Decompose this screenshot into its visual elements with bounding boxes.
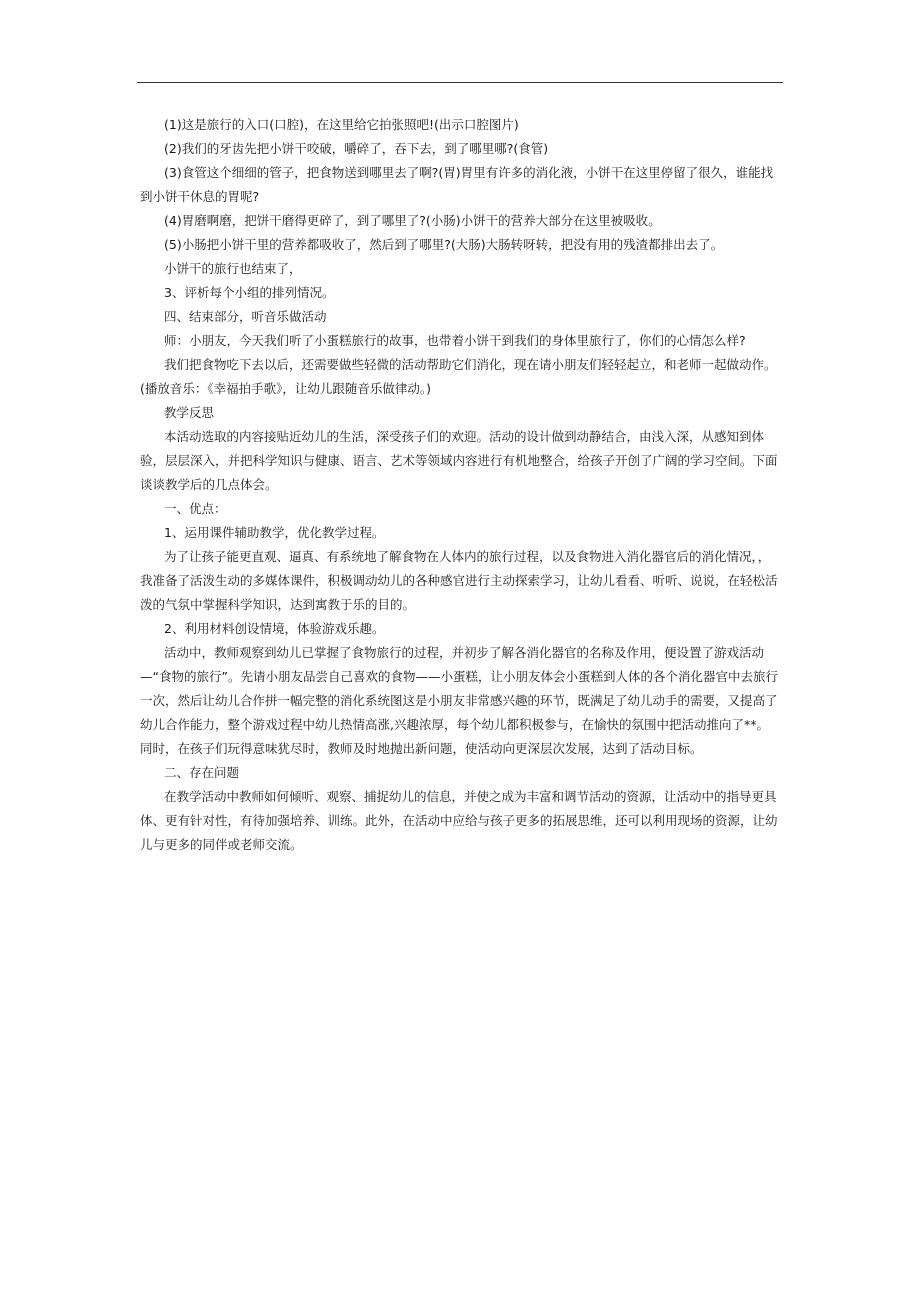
header-rule bbox=[137, 82, 783, 83]
section-heading: 二、存在问题 bbox=[164, 765, 240, 780]
paragraph: (4)胃磨啊磨，把饼干磨得更碎了，到了哪里了?(小肠)小饼干的营养大部分在这里被吸收。 bbox=[164, 213, 661, 228]
section-heading: 四、结束部分，听音乐做活动 bbox=[164, 309, 327, 324]
paragraph: 3、评析每个小组的排列情况。 bbox=[164, 285, 335, 300]
paragraph: 1、运用课件辅助教学，优化教学过程。 bbox=[164, 525, 385, 540]
paragraph: (5)小肠把小饼干里的营养都吸收了，然后到了哪里?(大肠)大肠转呀转，把没有用的残渣都排出去了。 bbox=[164, 237, 724, 252]
paragraph: 在教学活动中教师如何倾听、观察、捕捉幼儿的信息，并使之成为丰富和调节活动的资源，让活动中的指导更具体、更有针对性，有待加强培养、训练。此外，在活动中应给与孩子更多的拓展思维，还可以利用现场的资源，让幼儿与更多的同伴或老师交流。 bbox=[140, 789, 778, 852]
paragraph: 为了让孩子能更直观、逼真、有系统地了解食物在人体内的旅行过程，以及食物进入消化器官后的消化情况，，我准备了活泼生动的多媒体课件，积极调动幼儿的各种感官进行主动探索学习，让幼儿看看、听听、说说，在轻松活泼的气氛中掌握科学知识，达到寓教于乐的目的。 bbox=[140, 549, 778, 612]
paragraph: 我们把食物吃下去以后，还需要做些轻微的活动帮助它们消化，现在请小朋友们轻轻起立，和老师一起做动作。(播放音乐：《幸福拍手歌》，让幼儿跟随音乐做律动。) bbox=[140, 357, 777, 396]
paragraph: (1)这是旅行的入口(口腔)，在这里给它拍张照吧!(出示口腔图片) bbox=[164, 117, 519, 132]
section-heading: 一、优点： bbox=[164, 501, 227, 516]
paragraph: (2)我们的牙齿先把小饼干咬破，嚼碎了，吞下去，到了哪里哪?(食管) bbox=[164, 141, 549, 156]
paragraph: 小饼干的旅行也结束了， bbox=[164, 261, 302, 276]
paragraph: 活动中，教师观察到幼儿已掌握了食物旅行的过程，并初步了解各消化器官的名称及作用，便设置了游戏活动—“食物的旅行”。先请小朋友品尝自己喜欢的食物——小蛋糕，让小朋友体会小蛋糕到人体的各个消化器官中去旅行一次，然后让幼儿合作拼一幅完整的消化系统图这是小朋友非常感兴趣的环节，既满足了幼儿动手的需要，又提高了幼儿合作能力，整个游戏过程中幼儿热情高涨,兴趣浓厚，每个幼儿都积极参与，在愉快的氛围中把活动推向了**。同时，在孩子们玩得意味犹尽时，教师及时地抛出新问题，使活动向更深层次发展，达到了活动目标。 bbox=[140, 645, 778, 756]
paragraph: (3)食管这个细细的管子，把食物送到哪里去了啊?(胃)胃里有许多的消化液，小饼干在这里停留了很久，谁能找到小饼干休息的胃呢? bbox=[140, 165, 774, 204]
paragraph: 2、利用材料创设情境，体验游戏乐趣。 bbox=[164, 621, 385, 636]
paragraph: 师：小朋友，今天我们听了小蛋糕旅行的故事，也带着小饼干到我们的身体里旅行了，你们的心情怎么样? bbox=[164, 333, 746, 348]
section-heading: 教学反思 bbox=[164, 405, 215, 420]
document-body bbox=[140, 113, 780, 857]
paragraph: 本活动选取的内容接贴近幼儿的生活，深受孩子们的欢迎。活动的设计做到动静结合，由浅入深，从感知到体验，层层深入，并把科学知识与健康、语言、艺术等领域内容进行有机地整合，给孩子开创了广阔的学习空间。下面谈谈教学后的几点体会。 bbox=[140, 429, 778, 492]
